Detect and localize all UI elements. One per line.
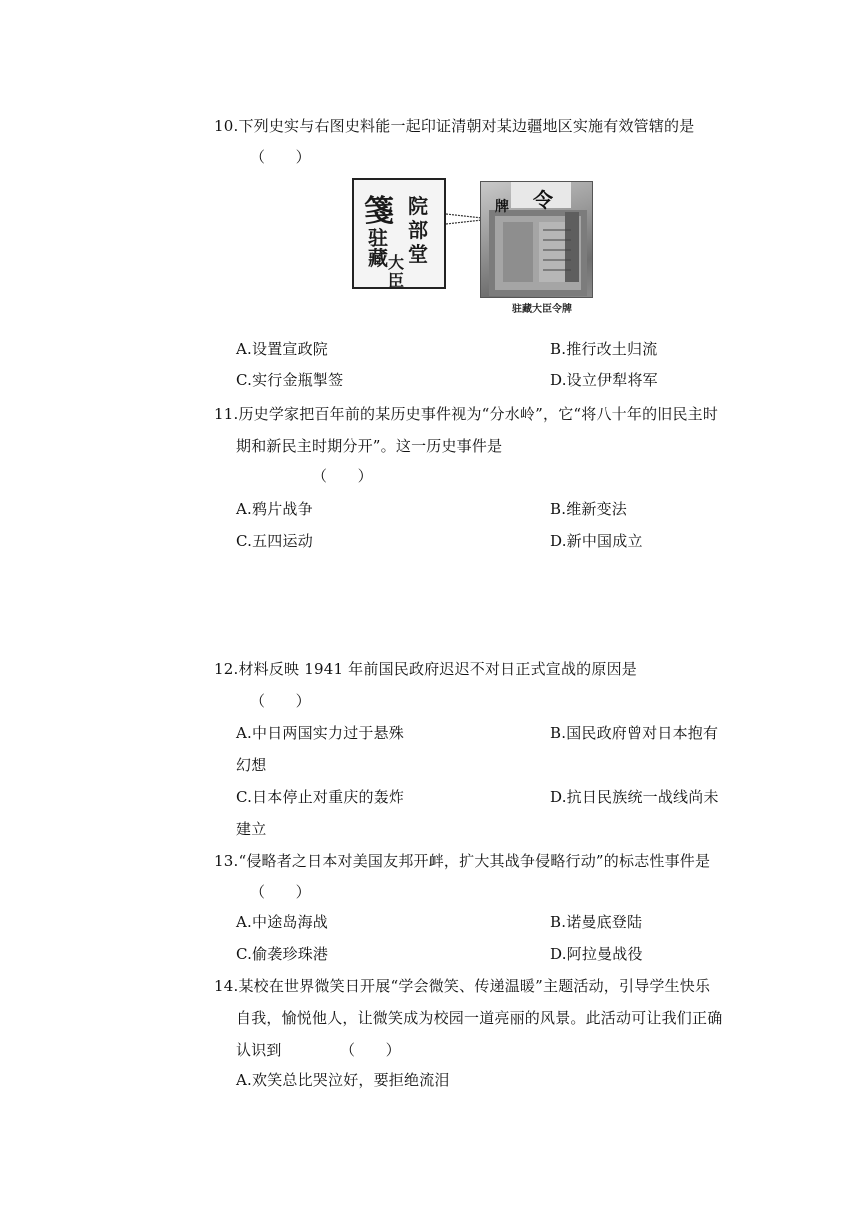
q12-option-d-wrap: 建立: [236, 820, 267, 838]
seal-char: 堂: [408, 242, 428, 266]
q12-stem: 12.材料反映 1941 年前国民政府迟迟不对日正式宣战的原因是: [214, 660, 637, 678]
q11-stem-line1: 11.历史学家把百年前的某历史事件视为“分水岭”，它“将八十年的旧民主时: [214, 405, 719, 423]
q12-option-b: B.国民政府曾对日本抱有: [550, 724, 719, 742]
q14-stem-line3: 认识到: [236, 1041, 282, 1059]
photo-char: 令: [533, 188, 553, 212]
seal-char: 臣: [388, 271, 405, 290]
q11-stem-line2: 期和新民主时期分开”。这一历史事件是: [236, 437, 503, 455]
q10-figure: [352, 178, 593, 320]
q11-option-a: A.鸦片战争: [236, 500, 313, 518]
q10-stem: 10.下列史实与右图史料能一起印证清朝对某边疆地区实施有效管辖的是: [214, 117, 695, 135]
connector-lines: [446, 212, 482, 226]
q12-option-b-wrap: 幻想: [236, 756, 267, 774]
q13-option-d: D.阿拉曼战役: [550, 945, 643, 963]
q13-option-b: B.诺曼底登陆: [550, 913, 643, 931]
q13-option-a: A.中途岛海战: [236, 913, 329, 931]
q10-option-d: D.设立伊犁将军: [550, 371, 658, 389]
seal-char: 院: [408, 194, 428, 218]
q14-stem-line2: 自我，愉悦他人，让微笑成为校园一道亮丽的风景。此活动可让我们正确: [236, 1009, 723, 1027]
q14-option-a: A.欢笑总比哭泣好，要拒绝流泪: [236, 1071, 450, 1089]
q12-option-c: C.日本停止对重庆的轰炸: [236, 788, 405, 806]
q10-option-b: B.推行改土归流: [550, 340, 658, 358]
seal-char: 大: [388, 253, 405, 272]
seal-char: 藏: [368, 246, 388, 270]
q12-option-d: D.抗日民族统一战线尚未: [550, 788, 719, 806]
q10-option-a: A.设置宣政院: [236, 340, 329, 358]
q10-option-c: C.实行金瓶掣签: [236, 371, 344, 389]
q10-answer-blank: （ ）: [250, 148, 311, 166]
q13-option-c: C.偷袭珍珠港: [236, 945, 329, 963]
q11-option-b: B.维新变法: [550, 500, 627, 518]
figure-caption: 驻藏大臣令牌: [512, 304, 572, 315]
q13-answer-blank: （ ）: [250, 883, 311, 901]
q12-answer-blank: （ ）: [250, 692, 311, 710]
q11-option-c: C.五四运动: [236, 532, 313, 550]
seal-inscription: [352, 178, 446, 289]
q11-option-d: D.新中国成立: [550, 532, 643, 550]
photo-char: 牌: [495, 199, 509, 215]
seal-char: 驻: [368, 226, 388, 250]
q14-answer-blank: （ ）: [340, 1041, 401, 1059]
q12-option-a: A.中日两国实力过于悬殊: [236, 724, 405, 742]
token-photo: [480, 181, 593, 298]
q14-stem-line1: 14.某校在世界微笑日开展“学会微笑、传递温暖”主题活动，引导学生快乐: [214, 977, 711, 995]
seal-char: 箋: [364, 194, 394, 229]
q11-answer-blank: （ ）: [312, 467, 373, 485]
seal-char: 部: [408, 218, 428, 242]
q13-stem: 13.“侵略者之日本对美国友邦开衅，扩大其战争侵略行动”的标志性事件是: [214, 852, 711, 870]
